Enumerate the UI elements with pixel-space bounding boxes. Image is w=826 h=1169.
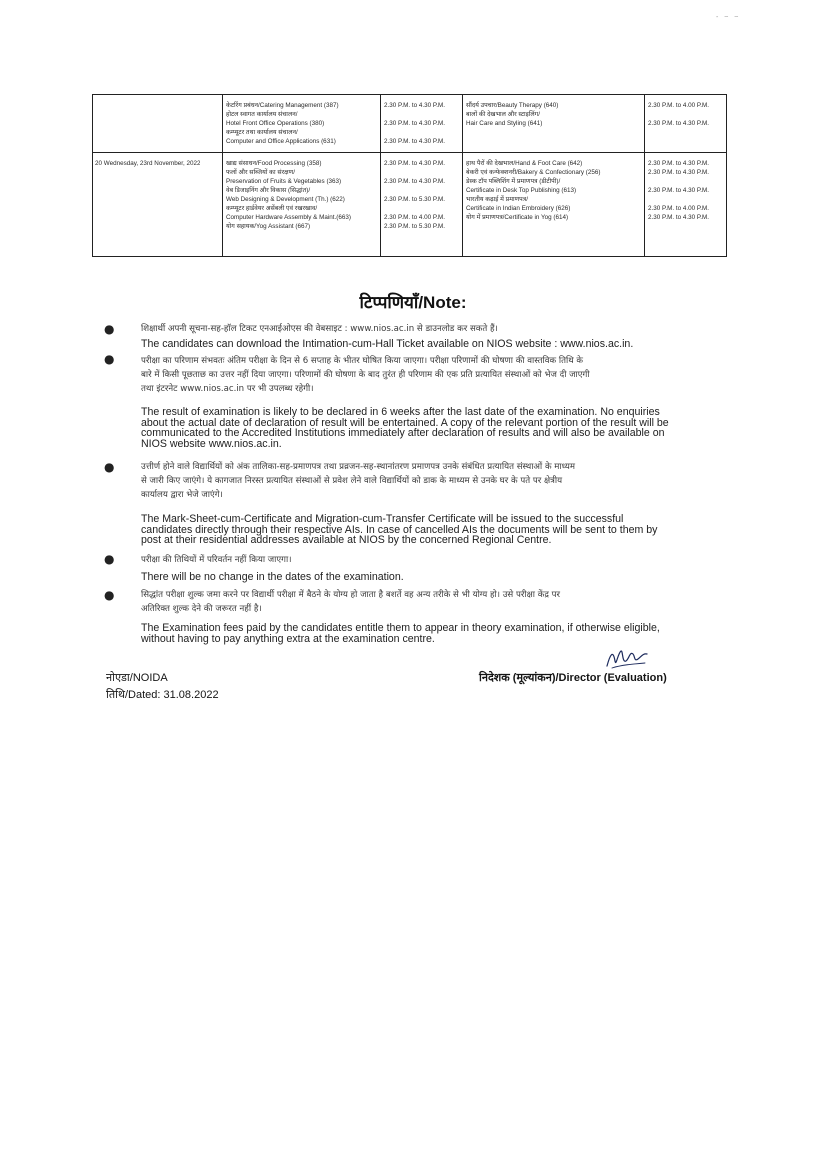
time-line: 2.30 P.M. to 4.00 P.M. <box>648 102 710 109</box>
note-line: सिद्धांत परीक्षा शुल्क जमा करने पर विद्यार्थी परीक्षा में बैठने के योग्य हो जाता है बशर्ते वह अन्य तरीके से भी योग्य हो। उसे परीक्षा केंद्र पर <box>141 590 561 600</box>
time-line <box>384 110 460 119</box>
table-divider <box>93 152 726 153</box>
table-divider <box>380 95 381 256</box>
subject-line: योग में प्रमाणपत्र/Certificate in Yog (614) <box>466 214 569 221</box>
note-english <box>141 572 709 583</box>
subjects-cell-right <box>466 159 642 222</box>
date-label: तिथि/Dated: 31.08.2022 <box>106 689 219 701</box>
subject-line: Preservation of Fruits & Vegetables (363) <box>226 178 342 185</box>
subject-line: वेब डिजाइनिंग और विकास (सिद्धांत)/ <box>226 187 311 194</box>
time-line <box>384 168 460 177</box>
times-cell-right <box>648 101 726 128</box>
subjects-cell-left <box>226 101 378 146</box>
note-hindi <box>141 354 709 396</box>
times-cell-right <box>648 159 726 222</box>
subject-line: फलों और सब्जियों का संरक्षण/ <box>226 169 295 176</box>
bullet-icon: ● <box>104 322 115 336</box>
subject-line: Certificate in Desk Top Publishing (613) <box>466 187 577 194</box>
time-line: 2.30 P.M. to 4.30 P.M. <box>648 214 710 221</box>
time-line: 2.30 P.M. to 4.30 P.M. <box>384 138 446 145</box>
director-designation: निदेशक (मूल्यांकन)/Director (Evaluation) <box>479 672 667 684</box>
note-line: अतिरिक्त शुल्क देने की जरूरत नहीं है। <box>141 604 262 614</box>
subject-line: बालों की देखभाल और स्टाइलिंग/ <box>466 111 540 118</box>
times-cell-left <box>384 101 460 146</box>
time-line: 2.30 P.M. to 4.30 P.M. <box>384 160 446 167</box>
note-hindi <box>141 553 709 567</box>
subject-line: योग सहायक/Yog Assistant (667) <box>226 223 311 230</box>
table-divider <box>644 95 645 256</box>
time-line <box>648 177 726 186</box>
note-line: कार्यालय द्वारा भेजे जाएंगे। <box>141 490 223 500</box>
note-line: The result of examination is likely to be declared in 6 weeks after the last date of the examination. No enquiries <box>141 406 660 418</box>
corner-mark: - ~ ~ <box>716 14 741 21</box>
time-line <box>384 128 460 137</box>
note-line: communicated to the Accredited Institutions immediately after declaration of results and will also be available on <box>141 427 665 439</box>
exam-schedule-table <box>92 94 727 257</box>
signature-icon <box>603 645 651 671</box>
bullet-icon: ● <box>104 460 115 474</box>
note-line: The Examination fees paid by the candidates entitle them to appear in theory examination, if otherwise eligible, <box>141 622 660 634</box>
time-line: 2.30 P.M. to 4.00 P.M. <box>384 214 446 221</box>
note-english <box>141 407 709 449</box>
note-line: से जारी किए जाएंगे। ये कागजात निरस्त प्रत्यायित संस्थाओं से प्रवेश लेने वाले विद्यार्थियों को डाक के माध्यम से उनके घर के पते पर क्षेत्रीय <box>141 476 563 486</box>
note-line: परीक्षा का परिणाम संभवतः अंतिम परीक्षा के दिन से 6 सप्ताह के भीतर घोषित किया जाएगा। परीक्षा परिणामों की घोषणा की वास्तविक तिथि के <box>141 356 584 366</box>
note-hindi <box>141 588 709 616</box>
subject-line: कम्प्यूटर हार्डवेयर असेंबली एवं रखरखाव/ <box>226 205 318 212</box>
subject-line: बेकरी एवं कन्फेक्शनरी/Bakery & Confectionary (256) <box>466 169 601 176</box>
note-line: without having to pay anything extra at the examination centre. <box>141 632 435 645</box>
subject-line: खाद्य संसाधन/Food Processing (358) <box>226 160 322 167</box>
time-line: 2.30 P.M. to 5.30 P.M. <box>384 223 446 230</box>
subject-line: भारतीय कढ़ाई में प्रमाणपत्र/ <box>466 196 528 203</box>
subjects-cell-right <box>466 101 642 128</box>
time-line: 2.30 P.M. to 5.30 P.M. <box>384 196 446 203</box>
time-line <box>384 186 460 195</box>
bullet-icon: ● <box>104 352 115 366</box>
time-line: 2.30 P.M. to 4.30 P.M. <box>648 120 710 127</box>
note-line: There will be no change in the dates of the examination. <box>141 571 404 583</box>
note-line: उत्तीर्ण होने वाले विद्यार्थियों को अंक तालिका-सह-प्रमाणपत्र तथा प्रव्रजन-सह-स्थानांतरण प्रमाणपत्र उनके संबंधित प्रत्यायित संस्थाओं के माध्यम <box>141 462 575 472</box>
times-cell-left <box>384 159 460 231</box>
time-line: 2.30 P.M. to 4.30 P.M. <box>384 120 446 127</box>
subject-line: Computer Hardware Assembly & Maint.(663) <box>226 214 351 221</box>
note-line: परीक्षा की तिथियों में परिवर्तन नहीं किया जाएगा। <box>141 555 292 565</box>
time-line: 2.30 P.M. to 4.00 P.M. <box>648 205 710 212</box>
time-line: 2.30 P.M. to 4.30 P.M. <box>384 178 446 185</box>
subject-line: Hair Care and Styling (641) <box>466 120 543 127</box>
note-english <box>141 514 709 546</box>
bullet-icon: ● <box>104 552 115 566</box>
subject-line: Certificate in Indian Embroidery (626) <box>466 205 571 212</box>
bullet-icon: ● <box>104 588 115 602</box>
time-line <box>648 110 726 119</box>
subject-line: होटल स्वागत कार्यालय संचालन/ <box>226 111 298 118</box>
note-english <box>141 339 709 350</box>
subject-line: कम्प्यूटर तथा कार्यालय संचालन/ <box>226 129 298 136</box>
place-label: नोएडा/NOIDA <box>106 672 168 684</box>
note-line: शिक्षार्थी अपनी सूचना-सह-हॉल टिकट एनआईओएस की वेबसाइट : www.nios.ac.in से डाउनलोड कर सकते हैं। <box>141 324 498 334</box>
note-english <box>141 623 709 644</box>
subject-line: Hotel Front Office Operations (380) <box>226 120 325 127</box>
time-line <box>648 195 726 204</box>
time-line: 2.30 P.M. to 4.30 P.M. <box>648 160 710 167</box>
note-line: NIOS website www.nios.ac.in. <box>141 437 282 450</box>
exam-date: 20 Wednesday, 23rd November, 2022 <box>95 160 201 167</box>
note-line: post at their residential addresses available at NIOS by the concerned Regional Centre. <box>141 534 552 546</box>
note-line: तथा इंटरनेट www.nios.ac.in पर भी उपलब्ध रहेगी। <box>141 384 314 394</box>
note-line: about the actual date of declaration of result will be entertained. A copy of the relevant portion of the result will be <box>141 416 669 429</box>
subject-line: सौंदर्य उपचार/Beauty Therapy (640) <box>466 102 559 109</box>
table-divider <box>462 95 463 256</box>
subject-line: डेस्क टॉप पब्लिशिंग में प्रमाणपत्र (डीटीपी)/ <box>466 178 561 185</box>
time-line <box>384 204 460 213</box>
time-line: 2.30 P.M. to 4.30 P.M. <box>384 102 446 109</box>
notes-heading: टिप्पणियाँ/Note: <box>359 293 467 312</box>
subject-line: Computer and Office Applications (631) <box>226 138 336 145</box>
note-hindi <box>141 460 709 502</box>
note-line: The Mark-Sheet-cum-Certificate and Migration-cum-Transfer Certificate will be issued to the successful <box>141 513 624 525</box>
subject-line: Web Designing & Development (Th.) (622) <box>226 196 345 203</box>
note-line: बारे में किसी पूछताछ का उत्तर नहीं दिया जाएगा। परिणामों की घोषणा के बाद तुरंत ही परिणाम की एक प्रति प्रत्यायित संस्थाओं को भेज दी जाएगी <box>141 370 590 380</box>
time-line: 2.30 P.M. to 4.30 P.M. <box>648 169 710 176</box>
table-divider <box>222 95 223 256</box>
subject-line: केटरिंग प्रबंधन/Catering Management (387) <box>226 102 339 109</box>
note-line: The candidates can download the Intimation-cum-Hall Ticket available on NIOS website : www.nios.ac.in. <box>141 338 634 350</box>
subjects-cell-left <box>226 159 378 231</box>
time-line: 2.30 P.M. to 4.30 P.M. <box>648 187 710 194</box>
note-hindi <box>141 322 709 336</box>
exam-date-cell <box>95 159 200 168</box>
subject-line: हाथ पैरों की देखभाल/Hand & Foot Care (642) <box>466 160 583 167</box>
note-line: candidates directly through their respective AIs. In case of cancelled AIs the documents will be sent to them by <box>141 523 658 536</box>
